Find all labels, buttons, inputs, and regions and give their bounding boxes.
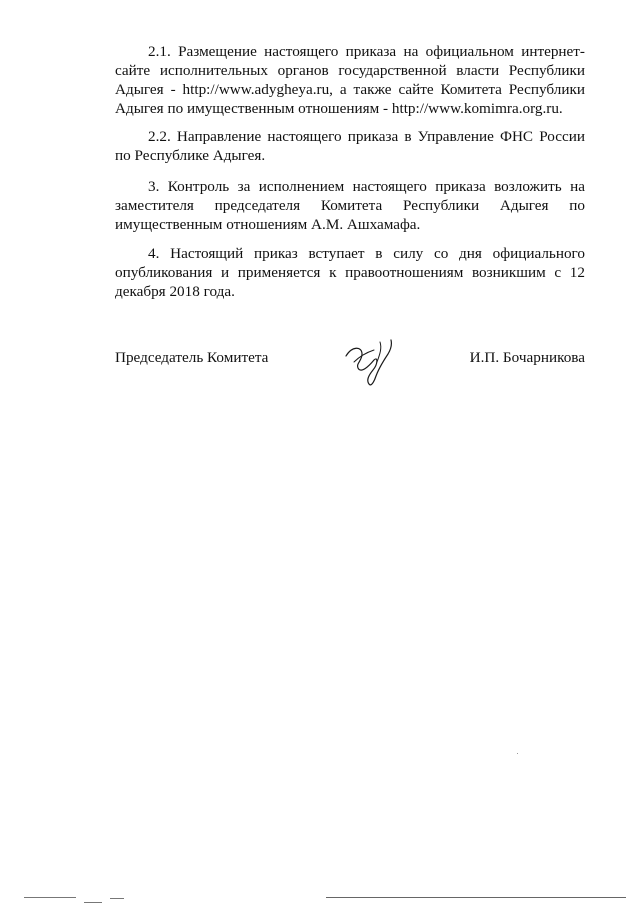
paragraph-2-1 <box>115 42 585 118</box>
paragraph-3 <box>115 177 585 234</box>
paragraph-3-text: 3. Контроль за исполнением настоящего приказа возложить на заместителя председателя Комитета Республики Адыгея по имущественным отношениям А.М. Ашхамафа. <box>115 178 585 233</box>
signatory-name: И.П. Бочарникова <box>469 349 585 366</box>
handwritten-signature <box>336 332 400 388</box>
scan-artifact <box>110 898 124 899</box>
paragraph-2-1-text: 2.1. Размещение настоящего приказа на официальном интернет-сайте исполнительных органов государственной власти Республики Адыгея - http://www.adygheya.ru, а также сайте Комитета Республики Адыгея по имущественным отношениям - http://www.komimra.org.ru. <box>115 43 585 117</box>
scan-artifact <box>326 897 626 898</box>
paragraph-4 <box>115 244 585 301</box>
paragraph-4-text: 4. Настоящий приказ вступает в силу со дня официального опубликования и применяется к правоотношениям возникшим с 12 декабря 2018 года. <box>115 245 585 300</box>
paragraph-2-2 <box>115 127 585 165</box>
scan-artifact <box>517 753 518 754</box>
signatory-title: Председатель Комитета <box>115 349 269 366</box>
paragraph-2-2-text: 2.2. Направление настоящего приказа в Управление ФНС России по Республике Адыгея. <box>115 128 585 164</box>
scan-artifact <box>84 902 102 903</box>
scan-artifact <box>24 897 76 898</box>
